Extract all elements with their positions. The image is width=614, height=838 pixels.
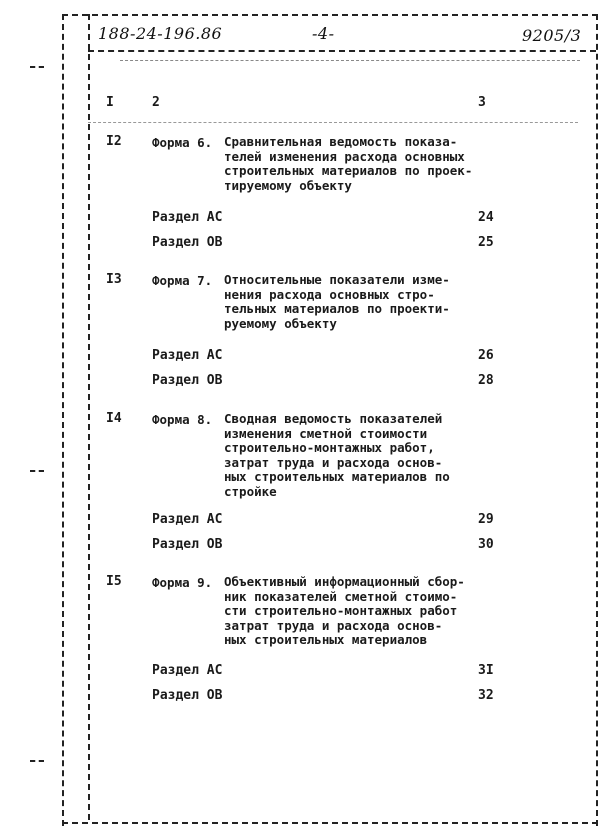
description-line: Относительные показатели изме- [224,272,450,287]
page-number: 24 [478,210,494,225]
page-number: 30 [478,537,494,552]
description-line: стройке [224,483,277,499]
description-line: руемому объекту [224,315,337,331]
section-label: Раздел АС [152,663,223,678]
description-line: тируемому объекту [224,177,352,193]
form-label: Форма 9. [152,575,213,590]
description-line: затрат труда и расхода основ- [224,617,443,633]
frame-left-border [62,14,64,826]
description-line: Сводная ведомость показателей [224,411,443,426]
page-number: 26 [478,348,494,363]
page-number: 25 [478,235,494,250]
entry-number: I4 [106,411,122,426]
column-number-2: 2 [152,95,160,110]
header-divider [88,50,596,52]
doc-code: 188-24-196.86 [98,24,223,43]
column-number-1: I [106,95,114,110]
form-description [224,575,465,648]
description-line: строительно-монтажных работ, [224,440,435,455]
description-line: ных строительных материалов [224,632,428,647]
column-number-3: 3 [478,95,486,110]
margin-mark [30,470,44,472]
page-number: 29 [478,512,494,527]
section-label: Раздел АС [152,512,223,527]
entry-number: I3 [106,272,122,287]
column-header-divider [88,122,578,123]
description-line: тельных материалов по проекти- [224,301,450,316]
section-label: Раздел ОВ [152,537,223,552]
archive-number: 9205/3 [522,26,582,45]
page-number: 28 [478,373,494,388]
form-description [224,273,450,331]
page-number: 3I [478,663,494,678]
description-line: Сравнительная ведомость показа- [224,134,458,149]
section-label: Раздел АС [152,210,223,225]
frame-bottom-border [62,822,598,824]
margin-mark [30,760,44,762]
description-line: изменения сметной стоимости [224,425,428,441]
margin-mark [30,66,44,68]
description-line: ник показателей сметной стоимо- [224,588,458,604]
section-label: Раздел ОВ [152,373,223,388]
entry-number: I5 [106,574,122,589]
section-label: Раздел АС [152,348,223,363]
form-description [224,135,472,193]
frame-right-border [596,14,598,826]
description-line: нения расхода основных стро- [224,286,435,302]
section-label: Раздел ОВ [152,235,223,250]
frame-top-border [62,14,598,16]
page-number: 32 [478,688,494,703]
form-label: Форма 8. [152,412,213,427]
page-marker: -4- [312,24,335,43]
entry-number: I2 [106,134,122,149]
description-line: сти строительно-монтажных работ [224,603,458,618]
section-label: Раздел ОВ [152,688,223,703]
frame-binding-border [88,14,90,820]
description-line: затрат труда и расхода основ- [224,454,443,470]
description-line: строительных материалов по проек- [224,163,473,178]
form-label: Форма 7. [152,273,213,288]
description-line: ных строительных материалов по [224,469,450,484]
form-label: Форма 6. [152,135,213,150]
form-description [224,412,450,499]
header-subdivider [120,60,580,61]
description-line: телей изменения расхода основных [224,148,465,164]
description-line: Объективный информационный сбор- [224,574,465,589]
